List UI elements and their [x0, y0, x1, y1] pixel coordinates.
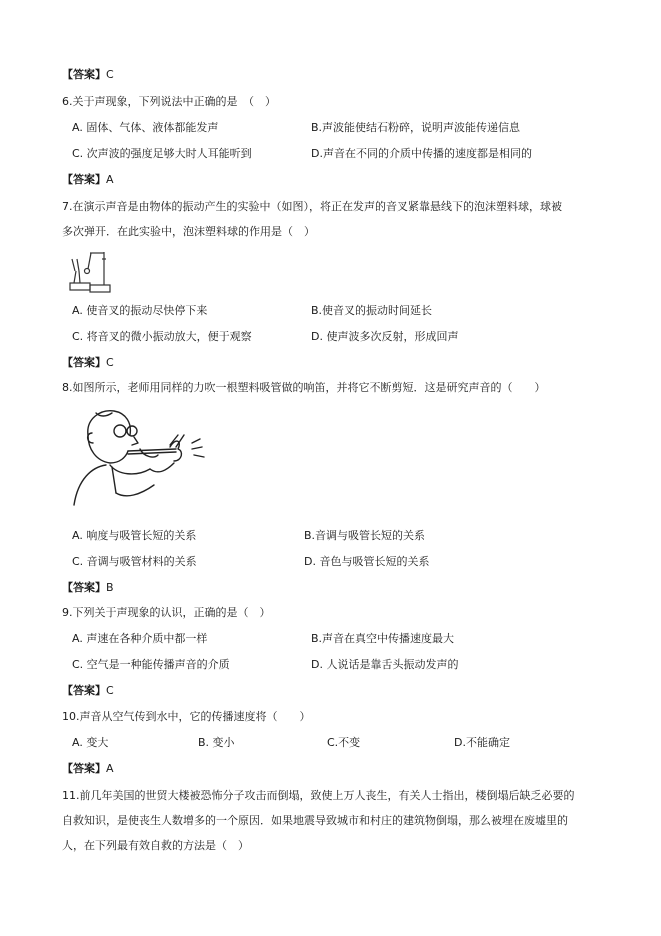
- question-7-stem-line2: 多次弹开．在此实验中，泡沫塑料球的作用是（ ）: [62, 225, 315, 238]
- question-8-stem: 8.如图所示，老师用同样的力吹一根塑料吸管做的响笛，并将它不断剪短．这是研究声音的（ ）: [62, 381, 546, 394]
- answer-value: C: [106, 356, 114, 369]
- q10-option-a: A. 变大: [72, 736, 109, 749]
- q9-option-a: A. 声速在各种介质中都一样: [72, 632, 208, 645]
- answer-line-q8: [62, 581, 114, 595]
- answer-value: A: [106, 762, 114, 775]
- answer-line: [62, 68, 114, 82]
- q10-option-b: B. 变小: [198, 736, 235, 749]
- answer-label: 【答案】: [62, 762, 106, 775]
- answer-line-q6: [62, 173, 114, 187]
- answer-line-q9: [62, 684, 114, 698]
- q8-option-c: C. 音调与吸管材料的关系: [72, 555, 197, 568]
- question-9-stem: 9.下列关于声现象的认识，正确的是（ ）: [62, 606, 271, 619]
- q7-option-d: D. 使声波多次反射，形成回声: [311, 330, 459, 343]
- q6-option-a: A. 固体、气体、液体都能发声: [72, 121, 219, 134]
- q7-option-a: A. 使音叉的振动尽快停下来: [72, 304, 208, 317]
- q7-option-b: B.使音叉的振动时间延长: [311, 304, 433, 317]
- answer-label: 【答案】: [62, 68, 106, 81]
- answer-line-q10: [62, 762, 114, 776]
- q7-option-c: C. 将音叉的微小振动放大，便于观察: [72, 330, 252, 343]
- answer-value: C: [106, 684, 114, 697]
- answer-value: B: [106, 581, 114, 594]
- q8-option-b: B.音调与吸管长短的关系: [304, 529, 426, 542]
- question-10-stem: 10.声音从空气传到水中，它的传播速度将（ ）: [62, 710, 311, 723]
- question-11-stem-line2: 自救知识，是使丧生人数增多的一个原因．如果地震导致城市和村庄的建筑物倒塌，那么被埋在废墟里的: [62, 814, 568, 827]
- q6-option-b: B.声波能使结石粉碎，说明声波能传递信息: [311, 121, 521, 134]
- q9-option-d: D. 人说话是靠舌头振动发声的: [311, 658, 459, 671]
- q8-option-a: A. 响度与吸管长短的关系: [72, 529, 197, 542]
- q8-option-d: D. 音色与吸管长短的关系: [304, 555, 430, 568]
- answer-label: 【答案】: [62, 684, 106, 697]
- teacher-blowing-straw-figure: [66, 405, 216, 517]
- answer-label: 【答案】: [62, 356, 106, 369]
- answer-label: 【答案】: [62, 581, 106, 594]
- question-6-stem: 6.关于声现象，下列说法中正确的是 （ ）: [62, 95, 276, 108]
- answer-label: 【答案】: [62, 173, 106, 186]
- question-11-stem-line3: 人，在下列最有效自救的方法是（ ）: [62, 839, 249, 852]
- q6-option-d: D.声音在不同的介质中传播的速度都是相同的: [311, 147, 532, 160]
- q6-option-c: C. 次声波的强度足够大时人耳能听到: [72, 147, 252, 160]
- question-11-stem-line1: 11.前几年美国的世贸大楼被恐怖分子攻击而倒塌，致使上万人丧生，有关人士指出，楼倒塌后缺乏必要的: [62, 789, 575, 802]
- q9-option-c: C. 空气是一种能传播声音的介质: [72, 658, 230, 671]
- tuning-fork-figure: [66, 247, 116, 297]
- q10-option-d: D.不能确定: [454, 736, 510, 749]
- answer-value: C: [106, 68, 114, 81]
- q9-option-b: B.声音在真空中传播速度最大: [311, 632, 455, 645]
- answer-value: A: [106, 173, 114, 186]
- answer-line-q7: [62, 356, 114, 370]
- q10-option-c: C.不变: [327, 736, 361, 749]
- question-7-stem-line1: 7.在演示声音是由物体的振动产生的实验中（如图），将正在发声的音叉紧靠悬线下的泡沫塑料球，球被: [62, 200, 562, 213]
